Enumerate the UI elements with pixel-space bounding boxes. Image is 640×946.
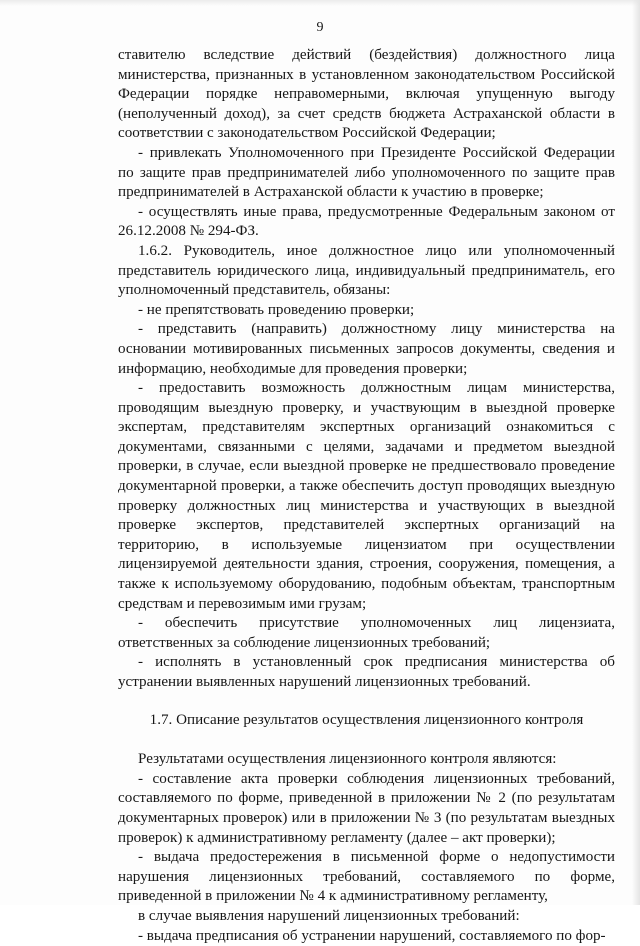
paragraph-list-item: - предоставить возможность должностным лицам министерства, проводящим выездную проверку, и участвующим в выездной проверке экспертам, представителям экспертных организаций ознакомиться с документами, связанными с целями, задачами и предметом выездной проверки, в случае, если выездной проверке не предшествовало проведение документарной проверки, а также обеспечить доступ проводящих выездную проверку должностных лиц министерства и участвующих в выездной проверке экспертов, представителей экспертных организаций на территорию, в используемые лицензиатом при осуществлении лицензируемой деятельности здания, строения, сооружения, помещения, а также к используемому оборудованию, подобным объектам, транспортным средствам и перевозимым ими грузам; xyxy=(118,380,615,612)
document-body xyxy=(118,46,615,946)
section-heading: 1.7. Описание результатов осуществления лицензионного контроля xyxy=(149,711,584,728)
paragraph-list-item: - осуществлять иные права, предусмотренные Федеральным законом от 26.12.2008 № 294-ФЗ. xyxy=(118,203,615,240)
scan-edge-shade xyxy=(632,0,640,905)
paragraph-intro: Результатами осуществления лицензионного контроля являются: xyxy=(138,751,557,768)
page-number: 9 xyxy=(316,20,324,35)
paragraph-continuation: ставителю вследствие действий (бездействия) должностного лица министерства, признанных в установленном законодательством Российской Федерации порядке неправомерными, включая упущенную выгоду (неполученный доход), за счет средств бюджета Астраханской области в соответствии с законодательством Российской Федерации; xyxy=(118,47,615,142)
paragraph-condition: в случае выявления нарушений лицензионных требований: xyxy=(138,907,520,924)
paragraph-list-item: - привлекать Уполномоченного при Президенте Российской Федерации по защите прав предпринимателей либо уполномоченного по защите прав предпринимателей в Астраханской области к участию в проверке; xyxy=(118,144,615,201)
paragraph-list-item: - составление акта проверки соблюдения лицензионных требований, составляемого по форме, приведенной в приложении № 2 (по результатам документарных проверок) или в приложении № 3 (по результатам выездных проверок) к административному регламенту (далее – акт проверки); xyxy=(118,770,615,846)
paragraph-list-item: - представить (направить) должностному лицу министерства на основании мотивированных письменных запросов документы, сведения и информацию, необходимые для проведения проверки; xyxy=(118,321,615,377)
paragraph-list-item: - выдача предписания об устранении нарушений, составляемого по фор- xyxy=(138,927,606,944)
paragraph-clause: 1.6.2. Руководитель, иное должностное лицо или уполномоченный представитель юридического лица, индивидуальный предприниматель, его уполномоченный представитель, обязаны: xyxy=(118,242,615,299)
paragraph-list-item: - исполнять в установленный срок предписания министерства об устранении выявленных нарушений лицензионных требований. xyxy=(118,654,615,690)
scan-top-shade xyxy=(0,0,640,6)
paragraph-list-item: - выдача предостережения в письменной форме о недопустимости нарушения лицензионных требований, составляемого по форме, приведенной в приложении № 4 к административному регламенту, xyxy=(118,849,615,905)
paragraph-list-item: - не препятствовать проведению проверки; xyxy=(138,301,415,318)
paragraph-list-item: - обеспечить присутствие уполномоченных лиц лицензиата, ответственных за соблюдение лицензионных требований; xyxy=(118,615,615,651)
